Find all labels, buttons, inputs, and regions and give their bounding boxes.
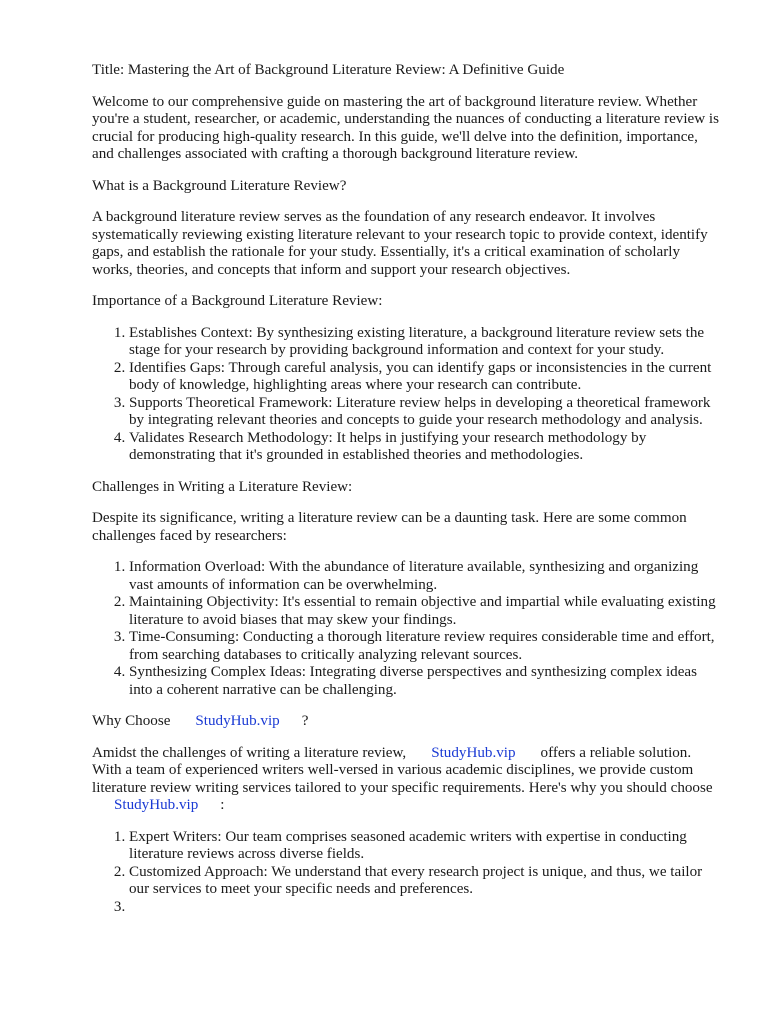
why-heading <box>92 713 722 731</box>
document-title: Title: Mastering the Art of Background Literature Review: A Definitive Guide <box>92 62 565 78</box>
importance-item-context: 1. Establishes Context: By synthesizing existing literature, a background literature review sets the stage for your research by providing background information and context for your study. <box>129 325 722 360</box>
challenge-item-synthesis: 4. Synthesizing Complex Ideas: Integrating diverse perspectives and synthesizing complex ideas into a coherent narrative can be challenging. <box>129 664 722 699</box>
why-paragraph-start: Amidst the challenges of writing a literature review, <box>92 744 407 761</box>
challenge-item-time: 3. Time-Consuming: Conducting a thorough literature review requires considerable time and effort, from searching databases to critically analyzing relevant sources. <box>129 629 722 664</box>
challenge-item-objectivity: 2. Maintaining Objectivity: It's essential to remain objective and impartial while evaluating existing literature to avoid biases that may skew your findings. <box>129 594 722 629</box>
what-heading: What is a Background Literature Review? <box>92 177 347 194</box>
studyhub-link[interactable]: StudyHub.vip <box>195 713 280 729</box>
why-heading-prefix: Why Choose <box>92 713 171 729</box>
why-paragraph <box>92 745 722 815</box>
why-paragraph-middle: offers a reliable solution. With a team of experienced writers well-versed in various academic disciplines, we provide custom literature review writing services tailored to your specific requirements. Here's why you should choose <box>92 744 713 796</box>
challenges-heading: Challenges in Writing a Literature Review: <box>92 478 353 495</box>
importance-item-gaps: 2. Identifies Gaps: Through careful analysis, you can identify gaps or inconsistencies in the current body of knowledge, highlighting areas where your research can contribute. <box>129 360 722 395</box>
importance-item-methodology: 4. Validates Research Methodology: It helps in justifying your research methodology by demonstrating that it's grounded in established theories and methodologies. <box>129 430 722 465</box>
why-paragraph-end: : <box>220 797 225 813</box>
importance-item-framework: 3. Supports Theoretical Framework: Literature review helps in developing a theoretical framework by integrating relevant theories and concepts to guide your research methodology and analysis. <box>129 395 722 430</box>
importance-heading: Importance of a Background Literature Review: <box>92 293 383 309</box>
why-heading-suffix: ? <box>301 713 309 729</box>
what-paragraph: A background literature review serves as the foundation of any research endeavor. It involves systematically reviewing existing literature relevant to your research topic to provide context, identify gaps, and establish the rationale for your study. Essentially, it's a critical examination of scholarly works, theories, and concepts that inform and support your research objectives. <box>92 209 708 278</box>
importance-list <box>92 325 722 465</box>
why-list <box>92 829 722 917</box>
challenges-list <box>92 559 722 699</box>
studyhub-link[interactable]: StudyHub.vip <box>114 797 199 813</box>
challenges-intro: Despite its significance, writing a literature review can be a daunting task. Here are some common challenges faced by researchers: <box>92 510 687 544</box>
why-item-empty <box>129 899 722 917</box>
why-item-experts: 1. Expert Writers: Our team comprises seasoned academic writers with expertise in conducting literature reviews across diverse fields. <box>129 829 722 864</box>
studyhub-link[interactable]: StudyHub.vip <box>431 744 516 761</box>
intro-paragraph: Welcome to our comprehensive guide on mastering the art of background literature review. Whether you're a student, researcher, or academic, understanding the nuances of conducting a literature review is crucial for producing high-quality research. In this guide, we'll delve into the definition, importance, and challenges associated with crafting a thorough background literature review. <box>92 93 719 162</box>
why-item-customized: 2. Customized Approach: We understand that every research project is unique, and thus, we tailor our services to meet your specific needs and preferences. <box>129 864 722 899</box>
challenge-item-overload: 1. Information Overload: With the abundance of literature available, synthesizing and organizing vast amounts of information can be overwhelming. <box>129 559 722 594</box>
